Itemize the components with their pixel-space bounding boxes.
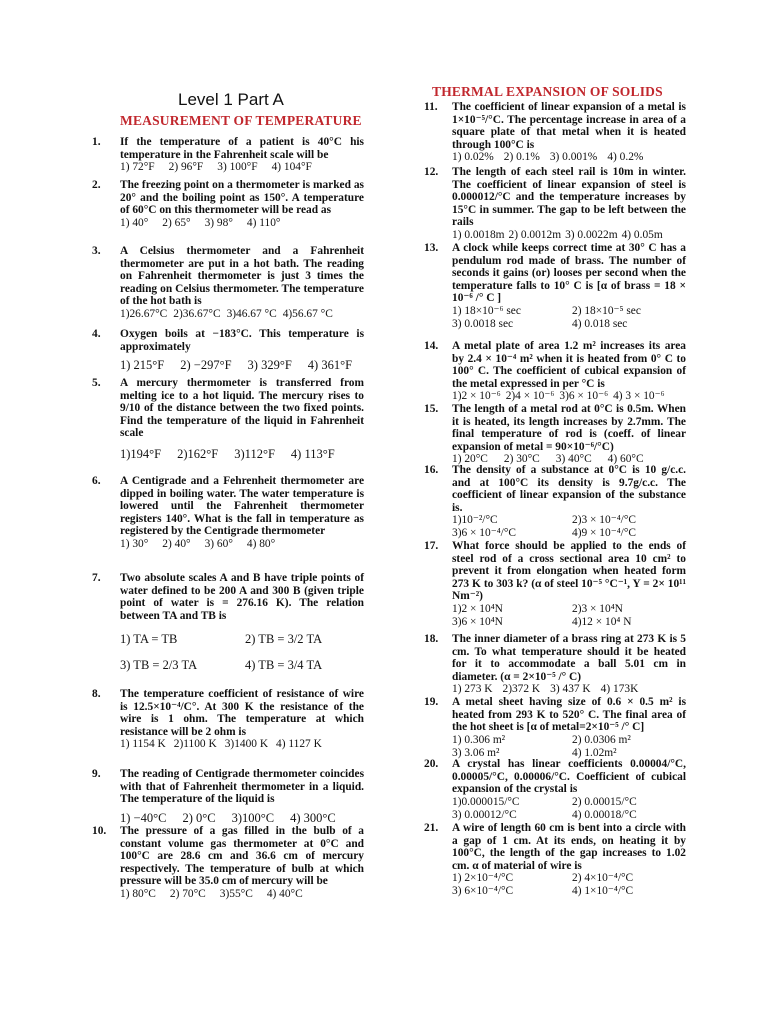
question-text: The inner diameter of a brass ring at 273 K is 5 cm. To what temperature should it be heated for it to accommodate a ball 5.01 cm in diameter. (α = 2×10⁻⁵ /° C) [452,633,686,683]
section-title-expansion: THERMAL EXPANSION OF SOLIDS [432,84,663,99]
option: 4) 0.00018/°C [572,808,637,821]
question-text: The coefficient of linear expansion of a metal is 1×10⁻⁵/°C. The percentage increase in area of a square plate of that metal when it is heated through 100°C is [452,101,686,151]
option: 2) 70°C [169,887,206,900]
question-19 [424,696,686,759]
options [120,738,364,751]
question-number: 13. [424,242,439,254]
question-number: 9. [92,768,101,780]
question-9 [92,768,364,826]
option: 2)3 × 10⁻⁴/°C [572,514,636,527]
option: 2) 30°C [503,453,540,466]
question-7 [92,572,364,678]
option: 1)194°F [120,446,162,461]
options [452,390,686,403]
option: 3) 60° [204,537,233,550]
option: 1) 2×10⁻⁴/°C [452,872,514,885]
question-14 [424,340,686,403]
options [452,514,686,540]
question-text: A mercury thermometer is transferred from melting ice to a hot liquid. The mercury rises to 9/10 of the distance between the two fixed points. Find the temperature of the liquid in Fahrenheit scale [120,377,364,440]
option: 4) 80° [246,537,276,550]
question-text: The length of each steel rail is 10m in winter. The coefficient of linear expansion of steel is 0.000012/°C and the temperature increases by 15°C in summer. The gap to be left between the rails [452,166,686,229]
question-number: 3. [92,245,101,257]
question-10 [92,825,364,901]
option: 1) 1154 K [120,738,166,751]
question-20 [424,758,686,821]
question-text: If the temperature of a patient is 40°C his temperature in the Fahrenheit scale will be [120,136,364,161]
option: 3) 6×10⁻⁴/°C [452,885,514,898]
options [120,888,364,901]
options [120,357,364,373]
question-text: A Centigrade and a Fehrenheit thermometer are dipped in boiling water. The water temperature is lowered until the Fahrenheit thermometer registers 140°. What is the fall in temperature as registered by the Centigrade thermometer [120,475,364,538]
option: 4) TB = 3/4 TA [245,658,323,673]
options [452,872,686,898]
question-number: 17. [424,540,439,552]
option: 3)6 × 10⁻⁴/°C [452,527,516,540]
question-text: Oxygen boils at −183°C. This temperature is approximately [120,328,364,353]
option: 4) 60°C [607,453,644,466]
option: 4) 361°F [307,358,353,373]
option: 3) TB = 2/3 TA [120,658,198,673]
question-21 [424,822,686,898]
option: 4) 300°C [290,810,336,825]
question-number: 16. [424,464,439,476]
question-number: 15. [424,403,439,415]
option: 2) 65° [162,216,191,229]
question-number: 14. [424,340,439,352]
option: 1) 72°F [120,161,155,174]
question-text: The reading of Centigrade thermometer coincides with that of Fahrenheit thermometer in a liquid. The temperature of the liquid is [120,768,364,806]
option: 1) 20°C [452,453,488,466]
option: 4) 1×10⁻⁴/°C [572,885,634,898]
question-11 [424,101,686,164]
question-2 [92,179,364,230]
option: 2) −297°F [180,358,232,373]
question-6 [92,475,364,551]
question-number: 6. [92,475,101,487]
question-text: A metal sheet having size of 0.6 × 0.5 m² is heated from 293 K to 520° C. The final area of the hot sheet is [α of metal=2×10⁻⁵ /° C] [452,696,686,734]
option: 4) 173K [600,683,639,696]
question-number: 8. [92,688,101,700]
option: 4)12 × 10⁴ N [572,615,632,628]
question-text: A metal plate of area 1.2 m² increases its area by 2.4 × 10⁻⁴ m² when it is heated from 0° C to 100° C. The coefficient of cubical expansion of the metal expressed in per °C is [452,340,686,390]
option: 3)46.67 °C [226,307,277,320]
option: 4) 104°F [271,161,312,174]
options [120,161,364,174]
option: 1) TA = TB [120,632,178,647]
option: 2) 4×10⁻⁴/°C [572,872,634,885]
question-text: The density of a substance at 0°C is 10 g/c.c. and at 100°C its density is 9.7g/c.c. The coefficient of linear expansion of the substance is. [452,464,686,514]
option: 3) 98° [204,216,233,229]
option: 3)6 × 10⁴N [452,615,503,628]
option: 4) 0.018 sec [572,317,628,330]
option: 2) 18×10⁻⁵ sec [572,304,641,317]
option: 1)26.67°C [120,307,168,320]
option: 1) 30° [120,537,149,550]
question-18 [424,633,686,696]
option: 3)6 × 10⁻⁶ [559,390,609,403]
option: 2) 0.1% [503,151,540,164]
option: 4) 0.05m [621,228,663,241]
option: 1)0.000015/°C [452,795,520,808]
options [120,217,364,230]
option: 1) 80°C [120,887,156,900]
option: 1) 0.02% [452,151,494,164]
option: 1) 18×10⁻⁶ sec [452,304,521,317]
option: 2) 0.0306 m² [572,733,631,746]
question-8 [92,688,364,751]
option: 1) 215°F [120,358,165,373]
question-text: A Celsius thermometer and a Fahrenheit thermometer are put in a hot bath. The reading on Fahrenheit thermometer is just 3 times the reading on Celsius thermometer. The temperature of the hot bath is [120,245,364,308]
question-1 [92,136,364,174]
question-number: 5. [92,377,101,389]
option: 3)100°C [231,810,275,825]
option: 3)55°C [219,887,253,900]
question-text: The length of a metal rod at 0°C is 0.5m. When it is heated, its length increases by 2.7mm. The final temperature of rod is (coeff. of linear expansion of metal = 90×10⁻⁶/°C) [452,403,686,453]
question-number: 19. [424,696,439,708]
question-text: What force should be applied to the ends of steel rod of a cross sectional area 10 cm² to prevent it from elongation when heated form 273 K to 303 k? (α of steel 10⁻⁵ °C⁻¹, Y = 2× 10¹¹ Nm⁻²) [452,540,686,603]
option: 4)9 × 10⁻⁴/°C [572,527,636,540]
options [120,308,364,321]
question-number: 1. [92,136,101,148]
option: 4) 110° [246,216,281,229]
option: 2)1100 K [173,738,217,751]
options [120,626,364,678]
option: 4) 40°C [266,887,303,900]
option: 1) 40° [120,216,149,229]
question-text: A wire of length 60 cm is bent into a circle with a gap of 1 cm. At its ends, on heating it by 100°C, the length of the gap increases to 1.02 cm. α of material of wire is [452,822,686,872]
question-text: The pressure of a gas filled in the bulb of a constant volume gas thermometer at 0°C and 100°C are 28.6 cm and 36.6 cm of mercury respectively. The temperature of bulb at which pressure will be 35.0 cm of mercury will be [120,825,364,888]
option: 1) 0.306 m² [452,733,506,746]
option: 3)1400 K [224,738,269,751]
question-text: The freezing point on a thermometer is marked as 20° and the boiling point as 150°. A temperature of 60°C on this thermometer will be read as [120,179,364,217]
option: 1) −40°C [120,810,167,825]
option: 3) 0.0022m [565,228,618,241]
option: 1) 0.0018m [452,228,505,241]
option: 3) 100°F [217,161,258,174]
options [452,734,686,760]
option: 2) 0.00015/°C [572,795,637,808]
question-text: A crystal has linear coefficients 0.00004/°C, 0.00005/°C, 0.00006/°C. Coefficient of cubical expansion of the crystal is [452,758,686,796]
option: 2) 40° [162,537,191,550]
option: 3) 40°C [555,453,592,466]
option: 2) 0°C [182,810,216,825]
section-title-temperature: MEASUREMENT OF TEMPERATURE [120,113,362,128]
option: 2)162°F [177,446,219,461]
question-text: The temperature coefficient of resistance of wire is 12.5×10⁻⁴/C°. At 300 K the resistance of the wire is 1 ohm. The temperature at which resistance will be 2 ohm is [120,688,364,738]
option: 2) 0.0012m [508,228,562,241]
question-text: A clock while keeps correct time at 30° C has a pendulum rod made of brass. The number of seconds it gains (or) looses per second when the temperature falls to 10° C is [α of brass = 18 × 10⁻⁶ /° C ] [452,242,686,305]
option: 1) 273 K [452,683,493,696]
option: 3) 329°F [247,358,292,373]
option: 3)112°F [234,446,275,461]
question-5 [92,377,364,462]
question-3 [92,245,364,321]
option: 1)10⁻²/°C [452,514,498,527]
question-number: 7. [92,572,101,584]
option: 3) 3.06 m² [452,746,500,759]
option: 3) 0.00012/°C [452,808,517,821]
options [452,796,686,822]
question-12 [424,166,686,242]
options [120,810,364,826]
question-15 [424,403,686,466]
options [452,151,686,164]
options [120,446,364,462]
options [452,603,686,629]
option: 2)3 × 10⁴N [572,602,623,615]
option: 4)56.67 °C [282,307,333,320]
question-number: 12. [424,166,439,178]
option: 4) 113°F [290,446,335,461]
question-number: 20. [424,758,439,770]
option: 4) 1.02m² [572,746,617,759]
option: 3) 437 K [550,683,591,696]
option: 2) TB = 3/2 TA [245,632,323,647]
option: 3) 0.001% [549,151,598,164]
question-number: 18. [424,633,439,645]
options [452,683,686,696]
option: 1)2 × 10⁻⁶ [452,390,501,403]
question-4 [92,328,364,373]
options [452,305,686,331]
question-number: 4. [92,328,101,340]
question-16 [424,464,686,540]
option: 2)372 K [502,683,541,696]
option: 4) 1127 K [276,738,322,751]
option: 2)4 × 10⁻⁶ [505,390,555,403]
question-17 [424,540,686,629]
question-number: 10. [92,825,107,837]
option: 4) 3 × 10⁻⁶ [613,390,665,403]
options [120,538,364,551]
option: 2) 96°F [168,161,204,174]
option: 2)36.67°C [173,307,221,320]
page-header: Level 1 Part A [178,90,284,109]
question-13 [424,242,686,331]
question-text: Two absolute scales A and B have triple points of water defined to be 200 A and 300 B (given triple point of water is = 276.16 K). The relation between TA and TB is [120,572,364,622]
question-number: 11. [424,101,438,113]
option: 1)2 × 10⁴N [452,602,503,615]
option: 3) 0.0018 sec [452,317,514,330]
options [452,229,686,242]
question-number: 21. [424,822,439,834]
question-number: 2. [92,179,101,191]
option: 4) 0.2% [607,151,644,164]
